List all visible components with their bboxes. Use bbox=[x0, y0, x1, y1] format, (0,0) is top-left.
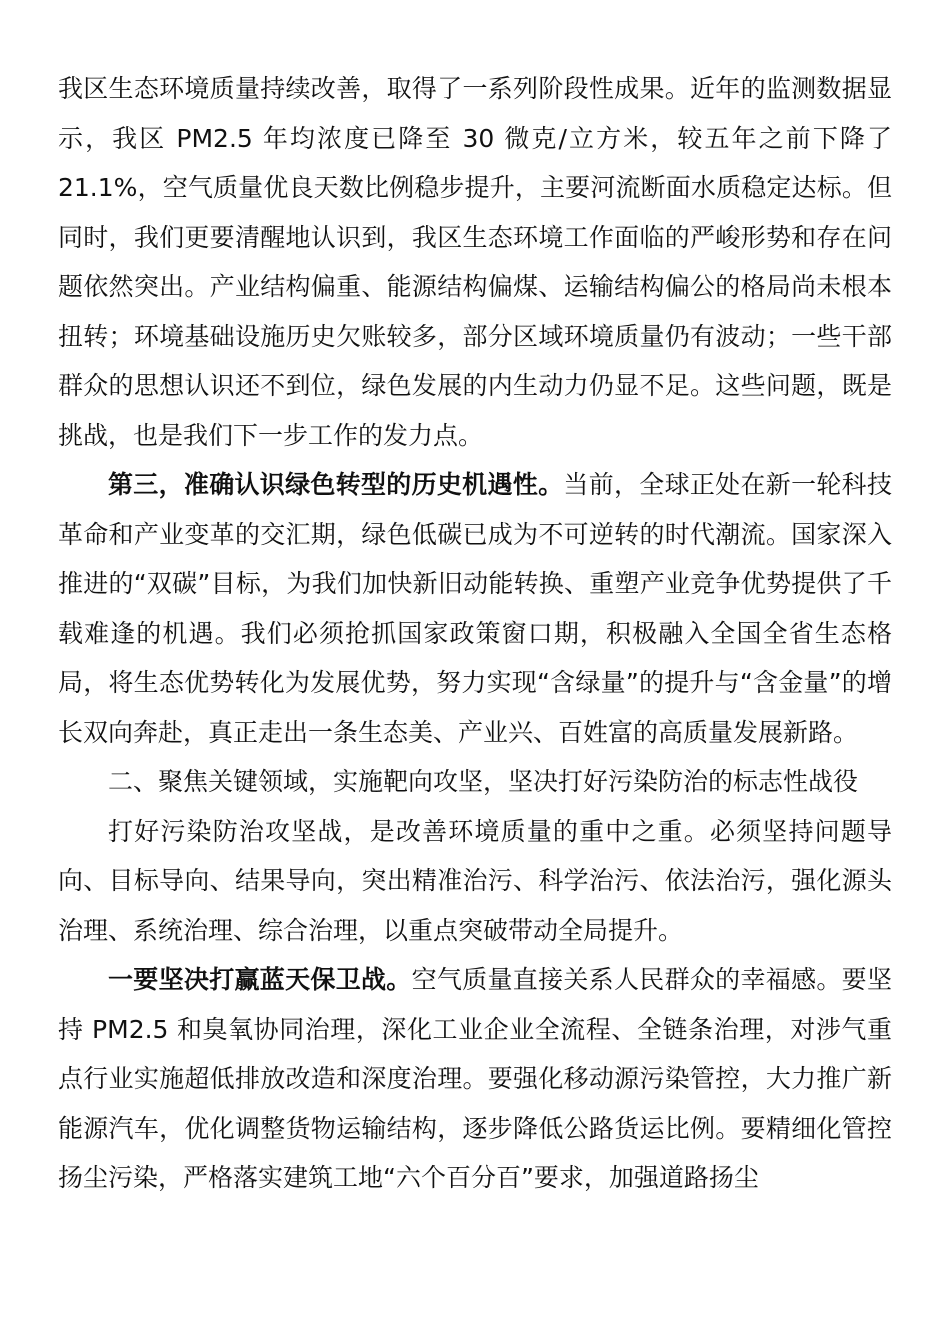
paragraph-text: 我区生态环境质量持续改善，取得了一系列阶段性成果。近年的监测数据显示，我区 PM2.5 年均浓度已降至 30 微克/立方米，较五年之前下降了 21.1%，空气质量优良天数比例稳步提升，主要河流断面水质稳定达标。但同时，我们更要清醒地认识到，我区生态环境工作面临的严峻形势和存在问题依然突出。产业结构偏重、能源结构偏煤、运输结构偏公的格局尚未根本扭转；环境基础设施历史欠账较多，部分区域环境质量仍有波动；一些干部群众的思想认识还不到位，绿色发展的内生动力仍显不足。这些问题，既是挑战，也是我们下一步工作的发力点。 bbox=[58, 74, 892, 450]
paragraph-text: 当前，全球正处在新一轮科技革命和产业变革的交汇期，绿色低碳已成为不可逆转的时代潮流。国家深入推进的“双碳”目标，为我们加快新旧动能转换、重塑产业竞争优势提供了千载难逢的机遇。我们必须抢抓国家政策窗口期，积极融入全国全省生态格局，将生态优势转化为发展优势，努力实现“含绿量”的提升与“含金量”的增长双向奔赴，真正走出一条生态美、产业兴、百姓富的高质量发展新路。 bbox=[58, 470, 892, 747]
paragraph-pollution-campaign bbox=[58, 807, 892, 956]
section-heading-two bbox=[58, 757, 892, 807]
section-heading-text: 二、聚焦关键领域，实施靶向攻坚，坚决打好污染防治的标志性战役 bbox=[108, 767, 859, 796]
document-page bbox=[58, 64, 892, 1203]
paragraph-text: 打好污染防治攻坚战，是改善环境质量的重中之重。必须坚持问题导向、目标导向、结果导向，突出精准治污、科学治污、依法治污，强化源头治理、系统治理、综合治理，以重点突破带动全局提升。 bbox=[58, 816, 892, 945]
paragraph-blue-sky bbox=[58, 955, 892, 1203]
paragraph-third-point bbox=[58, 460, 892, 757]
paragraph-environment-status bbox=[58, 64, 892, 460]
paragraph-text: 空气质量直接关系人民群众的幸福感。要坚持 PM2.5 和臭氧协同治理，深化工业企业全流程、全链条治理，对涉气重点行业实施超低排放改造和深度治理。要强化移动源污染管控，大力推广新能源汽车，优化调整货物运输结构，逐步降低公路货运比例。要精细化管控扬尘污染，严格落实建筑工地“六个百分百”要求，加强道路扬尘 bbox=[58, 965, 892, 1192]
paragraph-lead-heading: 一要坚决打赢蓝天保卫战。 bbox=[108, 965, 412, 994]
paragraph-lead-heading: 第三，准确认识绿色转型的历史机遇性。 bbox=[108, 470, 564, 499]
